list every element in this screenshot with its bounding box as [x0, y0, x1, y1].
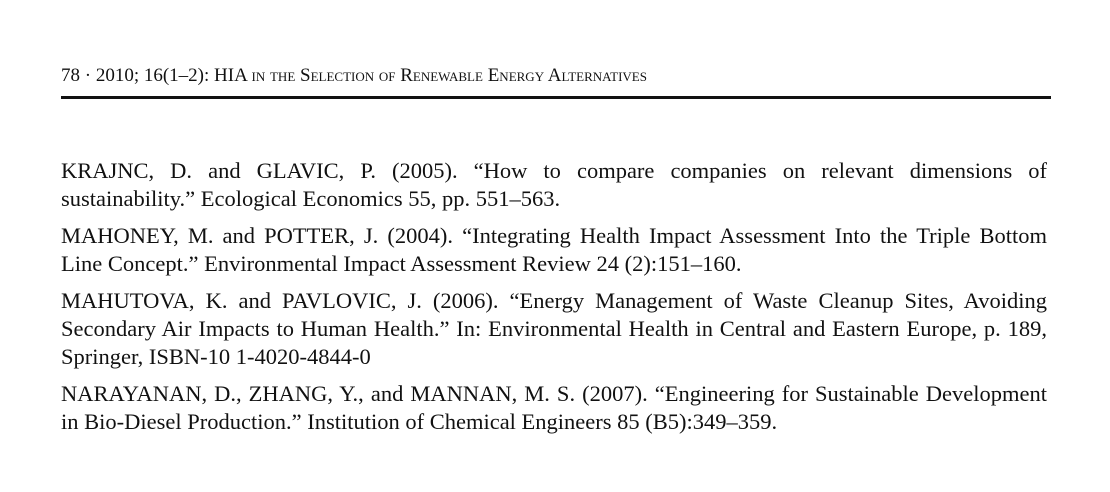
running-header [61, 64, 1051, 88]
reference-item: NARAYANAN, D., ZHANG, Y., and MANNAN, M. S. (2007). “Engineering for Sustainable Development in Bio-Diesel Production.” Institution of Chemical Engineers 85 (B5):349–359. [61, 381, 1047, 434]
page-number: 78 [61, 65, 80, 86]
reference-item: MAHUTOVA, K. and PAVLOVIC, J. (2006). “Energy Management of Waste Cleanup Sites, Avoiding Secondary Air Impacts to Human Health.” In: Environmental Health in Central and Eastern Europe, p. 189, Springer, ISBN-10 1-4020-4844-0 [61, 288, 1047, 369]
journal-issue: 2010; 16(1–2): [95, 65, 215, 86]
reference-item: MAHONEY, M. and POTTER, J. (2004). “Integrating Health Impact Assessment Into the Triple Bottom Line Concept.” Environmental Impact Assessment Review 24 (2):151–160. [61, 223, 1047, 276]
reference-list [61, 157, 1047, 445]
header-rule [61, 96, 1051, 99]
article-title: HIA in the Selection of Renewable Energy Alternatives [214, 65, 647, 86]
reference-item: KRAJNC, D. and GLAVIC, P. (2005). “How to compare companies on relevant dimensions of sustainability.” Ecological Economics 55, pp. 551–563. [61, 158, 1047, 211]
header-separator: · [80, 65, 96, 86]
